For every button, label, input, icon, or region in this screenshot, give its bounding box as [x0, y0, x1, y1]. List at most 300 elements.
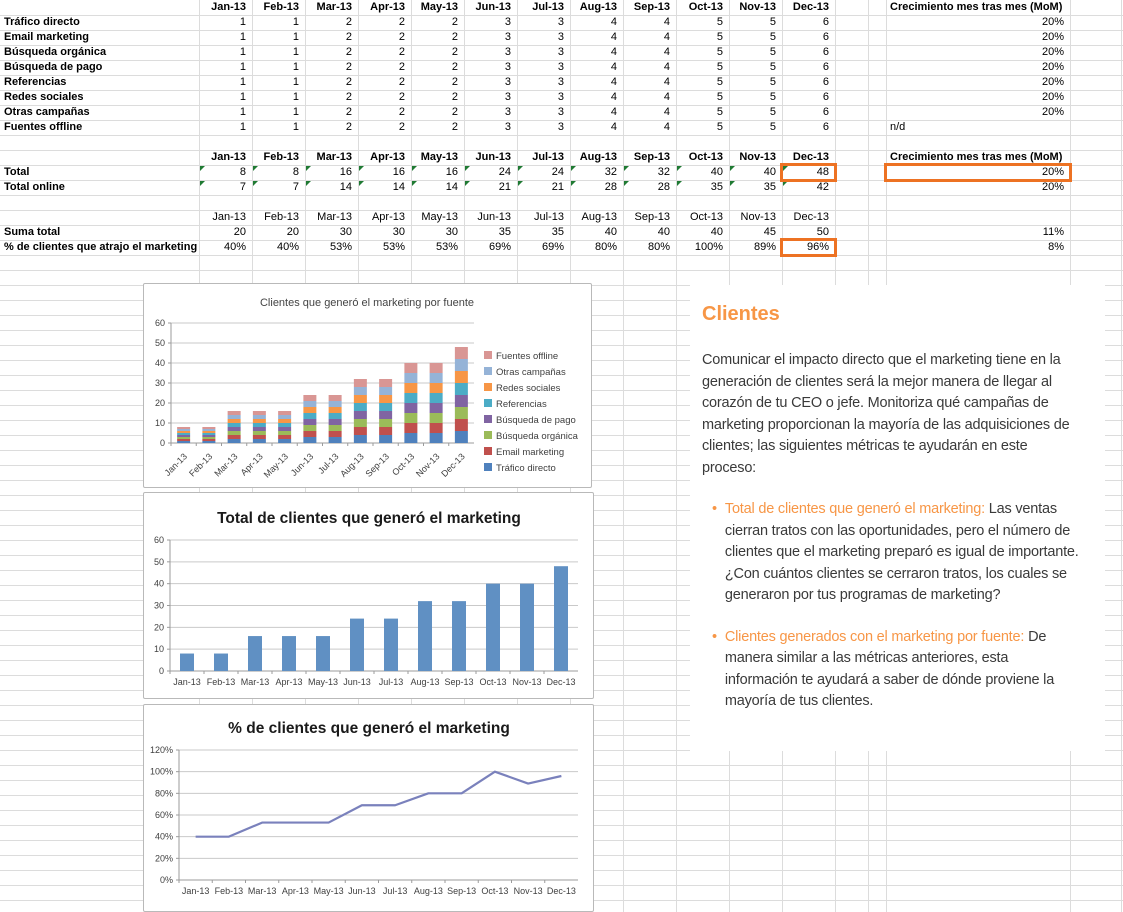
bar-segment: [430, 433, 443, 443]
value-cell[interactable]: 5: [769, 121, 776, 133]
value-cell[interactable]: 2: [398, 106, 405, 118]
column-header[interactable]: Feb-13: [264, 211, 299, 223]
legend-swatch: [484, 383, 492, 391]
row-label[interactable]: Total online: [4, 181, 65, 193]
x-tick-label: Feb-13: [206, 677, 236, 687]
bar-segment: [228, 439, 241, 443]
gridline: [0, 255, 1123, 256]
value-cell[interactable]: 4: [610, 106, 617, 118]
row-label[interactable]: Suma total: [4, 226, 61, 238]
value-cell[interactable]: 3: [504, 106, 511, 118]
bar-segment: [303, 401, 316, 407]
column-header[interactable]: Jun-13: [475, 1, 511, 13]
value-cell[interactable]: 14: [339, 181, 352, 193]
value-cell[interactable]: 3: [557, 76, 564, 88]
value-cell[interactable]: 3: [504, 61, 511, 73]
value-cell[interactable]: 2: [398, 61, 405, 73]
value-cell[interactable]: 3: [557, 61, 564, 73]
y-tick-label: 80%: [154, 788, 173, 799]
column-header[interactable]: May-13: [420, 1, 458, 13]
value-cell[interactable]: 5: [769, 46, 776, 58]
bar-segment: [354, 403, 367, 411]
column-header[interactable]: Nov-13: [739, 1, 776, 13]
bar: [180, 654, 194, 671]
value-cell[interactable]: 20: [286, 226, 299, 238]
value-cell[interactable]: 2: [398, 76, 405, 88]
bar-segment: [329, 419, 342, 425]
value-cell[interactable]: 3: [557, 121, 564, 133]
value-cell[interactable]: 6: [822, 46, 829, 58]
value-cell[interactable]: 1: [292, 121, 299, 133]
column-header[interactable]: Feb-13: [263, 1, 299, 13]
value-cell[interactable]: 30: [392, 226, 405, 238]
value-cell[interactable]: 2: [345, 76, 352, 88]
value-cell[interactable]: 5: [769, 61, 776, 73]
value-cell[interactable]: 5: [716, 46, 723, 58]
value-cell[interactable]: 3: [504, 76, 511, 88]
value-cell[interactable]: 2: [398, 46, 405, 58]
value-cell[interactable]: 80%: [594, 241, 617, 253]
legend-swatch: [484, 399, 492, 407]
value-cell[interactable]: 1: [239, 106, 246, 118]
value-cell[interactable]: 1: [239, 121, 246, 133]
x-tick-label: Aug-13: [410, 677, 440, 687]
column-header[interactable]: Mar-13: [316, 151, 352, 163]
column-header[interactable]: Mar-13: [317, 211, 352, 223]
value-cell[interactable]: 4: [663, 91, 670, 103]
column-header[interactable]: Sep-13: [634, 211, 670, 223]
column-header[interactable]: Jul-13: [532, 151, 564, 163]
value-cell[interactable]: 2: [451, 31, 458, 43]
value-cell[interactable]: 4: [610, 76, 617, 88]
value-cell[interactable]: 5: [716, 16, 723, 28]
column-header[interactable]: Oct-13: [688, 1, 723, 13]
chart-title: % de clientes que generó el marketing: [228, 720, 510, 737]
y-tick-label: 120%: [149, 745, 173, 755]
value-cell[interactable]: 40: [763, 166, 776, 178]
value-cell[interactable]: 30: [339, 226, 352, 238]
legend-swatch: [484, 367, 492, 375]
mom-cell[interactable]: 20%: [1041, 76, 1064, 88]
value-cell[interactable]: 6: [822, 106, 829, 118]
value-cell[interactable]: 6: [822, 121, 829, 133]
value-cell[interactable]: 28: [657, 181, 670, 193]
value-cell[interactable]: 1: [239, 76, 246, 88]
row-label[interactable]: Email marketing: [4, 31, 89, 43]
bar-segment: [329, 425, 342, 431]
column-header[interactable]: Apr-13: [370, 1, 405, 13]
bar-segment: [455, 407, 468, 419]
column-header[interactable]: Jan-13: [211, 151, 246, 163]
value-cell[interactable]: 1: [239, 16, 246, 28]
chart-pct-clientes[interactable]: [143, 704, 594, 912]
value-cell[interactable]: 5: [716, 106, 723, 118]
value-cell[interactable]: 2: [451, 76, 458, 88]
row-label[interactable]: Búsqueda orgánica: [4, 46, 107, 58]
value-cell[interactable]: 3: [504, 46, 511, 58]
column-header[interactable]: Oct-13: [688, 151, 723, 163]
bar-segment: [455, 431, 468, 443]
column-header[interactable]: Nov-13: [739, 151, 776, 163]
bullet-icon: •: [712, 628, 717, 645]
value-cell[interactable]: 5: [769, 76, 776, 88]
row-label[interactable]: Total: [4, 166, 30, 178]
x-tick-label: May-13: [313, 886, 344, 896]
column-header[interactable]: Aug-13: [581, 211, 617, 223]
gridline: [0, 270, 1123, 271]
value-cell[interactable]: 3: [557, 91, 564, 103]
y-tick-label: 40: [154, 358, 165, 368]
value-cell[interactable]: 7: [239, 181, 246, 193]
y-tick-label: 0: [158, 666, 164, 676]
value-cell[interactable]: 53%: [382, 241, 405, 253]
bar-segment: [228, 423, 241, 427]
value-cell[interactable]: 40%: [276, 241, 299, 253]
value-cell[interactable]: 50: [816, 226, 829, 238]
chart-clientes-por-fuente-svg: [144, 284, 591, 487]
bar-segment: [354, 387, 367, 395]
gridline: [0, 225, 1123, 226]
legend-label: Email marketing: [496, 447, 565, 458]
x-tick-label: Sep-13: [444, 677, 474, 687]
column-header[interactable]: Apr-13: [371, 211, 405, 223]
value-cell[interactable]: 40: [657, 226, 670, 238]
legend-swatch: [484, 463, 492, 471]
bar-segment: [404, 413, 417, 423]
value-cell[interactable]: 24: [551, 166, 564, 178]
notes-panel[interactable]: [690, 285, 1105, 751]
x-tick-label: Nov-13: [413, 451, 442, 479]
x-tick-label: Mar-13: [247, 886, 277, 896]
column-header[interactable]: Aug-13: [579, 151, 617, 163]
gridline: [0, 240, 1123, 241]
x-tick-label: Sep-13: [447, 886, 477, 896]
value-cell[interactable]: 5: [769, 91, 776, 103]
value-cell[interactable]: 4: [610, 121, 617, 133]
mom-cell[interactable]: 20%: [1041, 16, 1064, 28]
value-cell[interactable]: 2: [345, 61, 352, 73]
value-cell[interactable]: 24: [498, 166, 511, 178]
mom-cell[interactable]: 11%: [1042, 226, 1064, 238]
value-cell[interactable]: 1: [239, 61, 246, 73]
value-cell[interactable]: 28: [604, 181, 617, 193]
value-cell[interactable]: 16: [445, 166, 458, 178]
value-cell[interactable]: 1: [292, 16, 299, 28]
value-cell[interactable]: 96%: [806, 241, 829, 253]
value-cell[interactable]: 2: [451, 46, 458, 58]
column-header[interactable]: Crecimiento mes tras mes (MoM): [890, 151, 1063, 163]
y-tick-label: 10: [154, 418, 165, 428]
value-cell[interactable]: 2: [451, 106, 458, 118]
value-cell[interactable]: 42: [816, 181, 829, 193]
x-tick-label: Aug-13: [413, 886, 443, 896]
row-label[interactable]: Redes sociales: [4, 91, 84, 103]
value-cell[interactable]: 14: [445, 181, 458, 193]
bar-segment: [278, 439, 291, 443]
value-cell[interactable]: 4: [663, 46, 670, 58]
column-header[interactable]: Feb-13: [263, 151, 299, 163]
value-cell[interactable]: 4: [663, 121, 670, 133]
value-cell[interactable]: 2: [451, 121, 458, 133]
value-cell[interactable]: 4: [610, 31, 617, 43]
gridline: [0, 150, 1123, 151]
bar-segment: [379, 411, 392, 419]
column-header[interactable]: Jan-13: [212, 211, 246, 223]
gridline: [1121, 0, 1122, 912]
x-tick-label: Apr-13: [275, 677, 303, 687]
value-cell[interactable]: 1: [292, 76, 299, 88]
x-tick-label: Dec-13: [546, 677, 576, 687]
value-cell[interactable]: 7: [292, 181, 299, 193]
value-cell[interactable]: 3: [557, 106, 564, 118]
value-cell[interactable]: 35: [763, 181, 776, 193]
column-header[interactable]: Mar-13: [316, 1, 352, 13]
value-cell[interactable]: 2: [345, 91, 352, 103]
value-cell[interactable]: 5: [716, 121, 723, 133]
bar-segment: [303, 425, 316, 431]
bar-segment: [253, 427, 266, 431]
bar-segment: [379, 435, 392, 443]
bar-segment: [404, 363, 417, 373]
y-tick-label: 60%: [154, 810, 173, 820]
value-cell[interactable]: 6: [822, 76, 829, 88]
value-cell[interactable]: 6: [822, 31, 829, 43]
value-cell[interactable]: 4: [610, 61, 617, 73]
value-cell[interactable]: 5: [716, 61, 723, 73]
value-cell[interactable]: 4: [610, 91, 617, 103]
mom-cell[interactable]: 20%: [1041, 46, 1064, 58]
value-cell[interactable]: 2: [398, 31, 405, 43]
row-label[interactable]: % de clientes que atrajo el marketing: [4, 241, 198, 253]
value-cell[interactable]: 2: [398, 121, 405, 133]
value-cell[interactable]: 3: [557, 46, 564, 58]
value-cell[interactable]: 5: [769, 16, 776, 28]
value-cell[interactable]: 48: [816, 166, 829, 178]
value-cell[interactable]: 3: [557, 16, 564, 28]
value-cell[interactable]: 3: [504, 91, 511, 103]
value-cell[interactable]: 35: [551, 226, 564, 238]
value-cell[interactable]: 80%: [647, 241, 670, 253]
legend-swatch: [484, 415, 492, 423]
bar-segment: [202, 435, 215, 437]
value-cell[interactable]: 69%: [541, 241, 564, 253]
bar-segment: [455, 383, 468, 395]
value-cell[interactable]: 2: [451, 16, 458, 28]
value-cell[interactable]: 2: [345, 16, 352, 28]
column-header[interactable]: Jul-13: [532, 1, 564, 13]
gridline: [0, 135, 1123, 136]
value-cell[interactable]: 2: [451, 61, 458, 73]
value-cell[interactable]: 2: [345, 31, 352, 43]
value-cell[interactable]: 40: [604, 226, 617, 238]
value-cell[interactable]: 1: [239, 31, 246, 43]
column-header[interactable]: May-13: [420, 151, 458, 163]
row-label[interactable]: Tráfico directo: [4, 16, 80, 28]
value-cell[interactable]: 4: [663, 31, 670, 43]
column-header[interactable]: Crecimiento mes tras mes (MoM): [890, 1, 1063, 13]
bar: [486, 584, 500, 671]
bar-segment: [202, 439, 215, 441]
value-cell[interactable]: 5: [769, 106, 776, 118]
bar-segment: [177, 433, 190, 435]
value-cell[interactable]: 6: [822, 61, 829, 73]
value-cell[interactable]: 69%: [488, 241, 511, 253]
bar: [554, 566, 568, 671]
value-cell[interactable]: 2: [398, 91, 405, 103]
column-header[interactable]: Dec-13: [792, 1, 829, 13]
value-cell[interactable]: 100%: [694, 241, 723, 253]
x-tick-label: Apr-13: [238, 451, 265, 478]
value-cell[interactable]: 6: [822, 16, 829, 28]
value-cell[interactable]: 32: [657, 166, 670, 178]
value-cell[interactable]: 40: [710, 226, 723, 238]
row-label[interactable]: Referencias: [4, 76, 67, 88]
mom-cell[interactable]: 20%: [1041, 106, 1064, 118]
value-cell[interactable]: 40: [710, 166, 723, 178]
bar-segment: [278, 415, 291, 419]
bar-segment: [379, 403, 392, 411]
value-cell[interactable]: 3: [557, 31, 564, 43]
x-tick-label: Jul-13: [316, 451, 341, 476]
value-cell[interactable]: 5: [716, 31, 723, 43]
value-cell[interactable]: 20: [233, 226, 246, 238]
gridline: [0, 120, 1123, 121]
y-tick-label: 20: [153, 622, 164, 633]
value-cell[interactable]: 4: [610, 46, 617, 58]
value-cell[interactable]: 4: [663, 16, 670, 28]
value-cell[interactable]: 89%: [753, 241, 776, 253]
bar-segment: [430, 363, 443, 373]
mom-cell[interactable]: 20%: [1041, 181, 1064, 193]
mom-cell[interactable]: 8%: [1048, 241, 1064, 253]
bar-segment: [228, 415, 241, 419]
value-cell[interactable]: 2: [345, 106, 352, 118]
value-cell[interactable]: 3: [504, 31, 511, 43]
value-cell[interactable]: 1: [292, 46, 299, 58]
bar-segment: [404, 383, 417, 393]
bar-segment: [202, 431, 215, 433]
x-tick-label: Oct-13: [481, 886, 509, 896]
value-cell[interactable]: 14: [392, 181, 405, 193]
value-cell[interactable]: 1: [292, 31, 299, 43]
value-cell[interactable]: 40%: [223, 241, 246, 253]
row-label[interactable]: Fuentes offline: [4, 121, 83, 133]
value-cell[interactable]: 35: [498, 226, 511, 238]
gridline: [0, 195, 1123, 196]
column-header[interactable]: Apr-13: [370, 151, 405, 163]
column-header[interactable]: Aug-13: [579, 1, 617, 13]
value-cell[interactable]: 21: [551, 181, 564, 193]
gridline: [0, 30, 1123, 31]
y-tick-label: 40%: [154, 831, 173, 842]
x-tick-label: Nov-13: [512, 677, 542, 687]
column-header[interactable]: Sep-13: [633, 1, 670, 13]
value-cell[interactable]: 45: [763, 226, 776, 238]
y-tick-label: 50: [154, 338, 165, 348]
line-series: [196, 772, 562, 837]
bar-segment: [177, 431, 190, 433]
column-header[interactable]: Dec-13: [793, 211, 829, 223]
value-cell[interactable]: 3: [504, 121, 511, 133]
mom-cell[interactable]: n/d: [890, 121, 906, 133]
chart-pct-clientes-svg: [144, 705, 593, 911]
value-cell[interactable]: 2: [345, 46, 352, 58]
value-cell[interactable]: 1: [292, 106, 299, 118]
value-cell[interactable]: 8: [239, 166, 246, 178]
value-cell[interactable]: 16: [339, 166, 352, 178]
gridline: [0, 90, 1123, 91]
chart-clientes-por-fuente[interactable]: [143, 283, 592, 488]
value-cell[interactable]: 21: [498, 181, 511, 193]
value-cell[interactable]: 5: [716, 76, 723, 88]
column-header[interactable]: Oct-13: [689, 211, 723, 223]
value-cell[interactable]: 1: [239, 46, 246, 58]
mom-cell[interactable]: 20%: [1041, 31, 1064, 43]
gridline: [0, 45, 1123, 46]
value-cell[interactable]: 5: [769, 31, 776, 43]
value-cell[interactable]: 16: [392, 166, 405, 178]
column-header[interactable]: Jun-13: [477, 211, 511, 223]
column-header[interactable]: Dec-13: [792, 151, 829, 163]
value-cell[interactable]: 1: [239, 91, 246, 103]
column-header[interactable]: Nov-13: [740, 211, 776, 223]
column-header[interactable]: May-13: [421, 211, 458, 223]
x-tick-label: Jul-13: [382, 886, 408, 896]
column-header[interactable]: Jan-13: [211, 1, 246, 13]
column-header[interactable]: Sep-13: [633, 151, 670, 163]
value-cell[interactable]: 1: [292, 91, 299, 103]
value-cell[interactable]: 5: [716, 91, 723, 103]
value-cell[interactable]: 32: [604, 166, 617, 178]
bar: [384, 619, 398, 671]
value-cell[interactable]: 2: [398, 16, 405, 28]
selection-box: [780, 238, 837, 257]
value-cell[interactable]: 3: [504, 16, 511, 28]
bar-segment: [404, 403, 417, 413]
column-header[interactable]: Jul-13: [534, 211, 564, 223]
bar-segment: [177, 437, 190, 439]
value-cell[interactable]: 30: [445, 226, 458, 238]
column-header[interactable]: Jun-13: [475, 151, 511, 163]
bar-segment: [379, 379, 392, 387]
bar-segment: [329, 431, 342, 437]
bar-segment: [228, 435, 241, 439]
bar-segment: [253, 435, 266, 439]
value-cell[interactable]: 53%: [329, 241, 352, 253]
bar-segment: [202, 441, 215, 443]
value-cell[interactable]: 4: [610, 16, 617, 28]
y-tick-label: 30: [154, 378, 165, 388]
mom-cell[interactable]: 20%: [1041, 91, 1064, 103]
value-cell[interactable]: 2: [345, 121, 352, 133]
row-label[interactable]: Otras campañas: [4, 106, 90, 118]
chart-total-clientes[interactable]: [143, 492, 594, 699]
row-label[interactable]: Búsqueda de pago: [4, 61, 103, 73]
value-cell[interactable]: 4: [663, 106, 670, 118]
value-cell[interactable]: 4: [663, 76, 670, 88]
mom-cell[interactable]: 20%: [1041, 61, 1064, 73]
x-tick-label: Feb-13: [214, 886, 244, 896]
value-cell[interactable]: 6: [822, 91, 829, 103]
value-cell[interactable]: 2: [451, 91, 458, 103]
value-cell[interactable]: 8: [292, 166, 299, 178]
value-cell[interactable]: 4: [663, 61, 670, 73]
value-cell[interactable]: 1: [292, 61, 299, 73]
mom-cell[interactable]: 20%: [1041, 166, 1064, 178]
y-tick-label: 0%: [159, 875, 173, 885]
value-cell[interactable]: 53%: [435, 241, 458, 253]
value-cell[interactable]: 35: [710, 181, 723, 193]
